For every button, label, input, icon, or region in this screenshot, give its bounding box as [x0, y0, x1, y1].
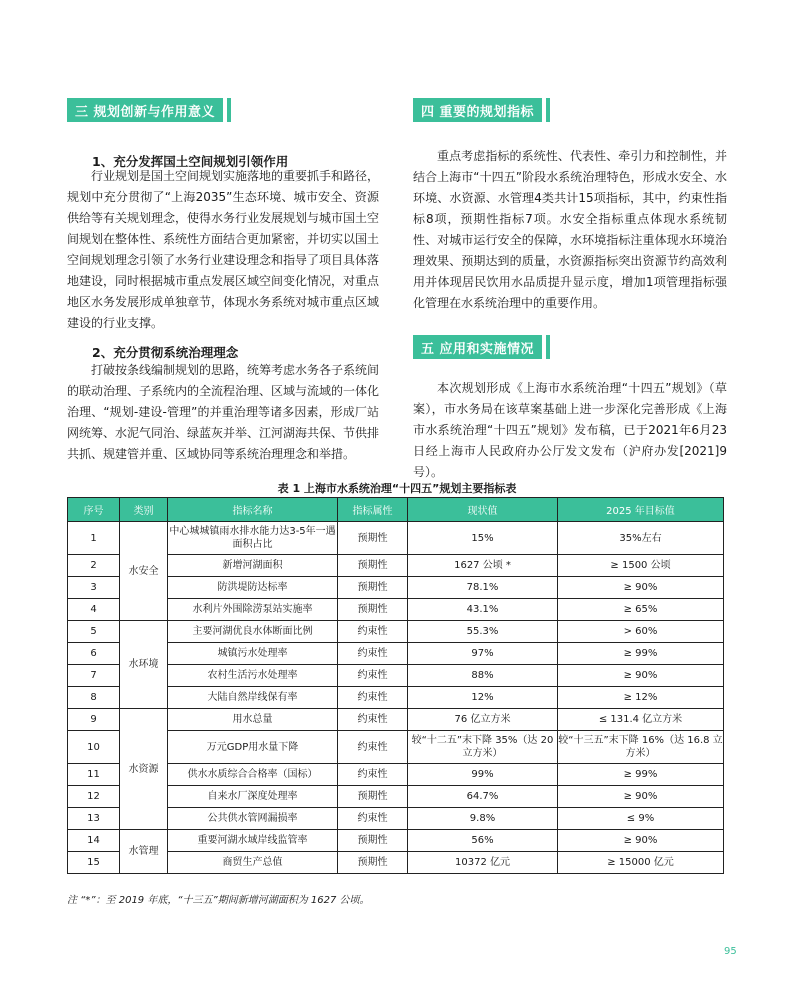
row-attribute: 预期性 [338, 522, 408, 555]
row-no: 9 [68, 709, 120, 731]
row-no: 3 [68, 577, 120, 599]
row-name: 防洪堤防达标率 [168, 577, 338, 599]
row-name: 水利片外围除涝泵站实施率 [168, 599, 338, 621]
indicator-table [67, 497, 724, 874]
subsection-2-title: 2、充分贯彻系统治理理念 [92, 345, 239, 360]
table-row [68, 522, 724, 555]
section-3-accent-bar [227, 98, 231, 122]
table-row [68, 709, 724, 731]
row-no: 6 [68, 643, 120, 665]
row-name: 用水总量 [168, 709, 338, 731]
row-no: 7 [68, 665, 120, 687]
row-current: 43.1% [408, 599, 558, 621]
row-target: ≥ 99% [558, 764, 724, 786]
section-5-heading [413, 334, 550, 360]
row-target: 35%左右 [558, 522, 724, 555]
row-no: 14 [68, 830, 120, 852]
row-category: 水资源 [120, 709, 168, 830]
row-attribute: 约束性 [338, 643, 408, 665]
row-no: 8 [68, 687, 120, 709]
row-current: 较“十二五”末下降 35%（达 20 立方米） [408, 731, 558, 764]
row-attribute: 约束性 [338, 687, 408, 709]
row-current: 99% [408, 764, 558, 786]
section-5-title: 五 应用和实施情况 [413, 335, 542, 359]
section-4-body: 重点考虑指标的系统性、代表性、牵引力和控制性，并结合上海市“十四五”阶段水系统治理特色，形成水安全、水环境、水资源、水管理4类共计15项指标，其中，约束性指标8项，预期性指标7项。水安全指标重点体现水系统韧性、对城市运行安全的保障，水环境指标注重体现水环境治理效果、预期达到的质量，水资源指标突出资源节约高效利用并体现居民饮用水品质提升显示度，增加1项管理指标强化管理在水系统治理中的重要作用。 [413, 149, 727, 310]
row-current: 1627 公顷 * [408, 555, 558, 577]
row-current: 97% [408, 643, 558, 665]
row-current: 10372 亿元 [408, 852, 558, 874]
row-current: 56% [408, 830, 558, 852]
row-no: 12 [68, 786, 120, 808]
row-current: 88% [408, 665, 558, 687]
header-no: 序号 [68, 498, 120, 522]
row-current: 15% [408, 522, 558, 555]
row-target: ≥ 90% [558, 665, 724, 687]
row-no: 4 [68, 599, 120, 621]
row-attribute: 预期性 [338, 599, 408, 621]
section-4-heading [413, 97, 550, 123]
header-category: 类别 [120, 498, 168, 522]
row-no: 5 [68, 621, 120, 643]
row-attribute: 预期性 [338, 786, 408, 808]
subsection-2-body: 打破按条线编制规划的思路，统筹考虑水务各子系统间的联动治理、子系统内的全流程治理、区域与流域的一体化治理、“规划-建设-管理”的并重治理等诸多因素，形成厂站网统筹、水泥气同治、绿蓝灰并举、江河湖海共保、节供排共抓、规建管并重、区域协同等系统治理理念和举措。 [67, 363, 380, 461]
row-name: 大陆自然岸线保有率 [168, 687, 338, 709]
row-name: 中心城城镇雨水排水能力达3-5年一遇面积占比 [168, 522, 338, 555]
subsection-1-title: 1、充分发挥国土空间规划引领作用 [92, 154, 289, 169]
row-current: 9.8% [408, 808, 558, 830]
section-5-body: 本次规划形成《上海市水系统治理“十四五”规划》（草案），市水务局在该草案基础上进一步深化完善形成《上海市水系统治理“十四五”规划》发布稿，已于2021年6月23日经上海市人民政府办公厅发文发布（沪府办发[2021]9号）。 [413, 381, 727, 479]
section-5-accent-bar [546, 335, 550, 359]
row-attribute: 预期性 [338, 577, 408, 599]
row-attribute: 约束性 [338, 709, 408, 731]
row-current: 55.3% [408, 621, 558, 643]
row-name: 万元GDP用水量下降 [168, 731, 338, 764]
row-target: ≥ 90% [558, 830, 724, 852]
row-current: 78.1% [408, 577, 558, 599]
table-row [68, 621, 724, 643]
header-current: 现状值 [408, 498, 558, 522]
table-row [68, 830, 724, 852]
row-attribute: 约束性 [338, 764, 408, 786]
row-category: 水管理 [120, 830, 168, 874]
row-target: ≥ 15000 亿元 [558, 852, 724, 874]
header-target: 2025 年目标值 [558, 498, 724, 522]
row-attribute: 约束性 [338, 731, 408, 764]
row-name: 自来水厂深度处理率 [168, 786, 338, 808]
row-attribute: 预期性 [338, 555, 408, 577]
row-target: 较“十三五”末下降 16%（达 16.8 立方米） [558, 731, 724, 764]
row-target: ≥ 90% [558, 577, 724, 599]
row-no: 10 [68, 731, 120, 764]
row-no: 2 [68, 555, 120, 577]
section-4-title: 四 重要的规划指标 [413, 98, 542, 122]
table-footnote: 注 “*”：至 2019 年底，“十三五”期间新增河湖面积为 1627 公顷。 [67, 895, 370, 906]
row-category: 水环境 [120, 621, 168, 709]
row-attribute: 约束性 [338, 808, 408, 830]
row-current: 76 亿立方米 [408, 709, 558, 731]
row-name: 供水水质综合合格率（国标） [168, 764, 338, 786]
row-target: ≥ 1500 公顷 [558, 555, 724, 577]
row-name: 商贸生产总值 [168, 852, 338, 874]
row-target: ≤ 9% [558, 808, 724, 830]
row-attribute: 约束性 [338, 621, 408, 643]
row-name: 重要河湖水域岸线监管率 [168, 830, 338, 852]
header-attribute: 指标属性 [338, 498, 408, 522]
section-3-title: 三 规划创新与作用意义 [67, 98, 223, 122]
section-4-accent-bar [546, 98, 550, 122]
row-no: 15 [68, 852, 120, 874]
row-no: 1 [68, 522, 120, 555]
row-no: 11 [68, 764, 120, 786]
table-header-row [68, 498, 724, 522]
subsection-1-body: 行业规划是国土空间规划实施落地的重要抓手和路径，规划中充分贯彻了“上海2035”生态环境、城市安全、资源供给等有关规划理念，使得水务行业发展规划与城市国土空间规划在整体性、系统性方面结合更加紧密，并切实以国土空间规划理念引领了水务行业建设理念和指导了项目具体落地建设，同时根据城市重点发展区域空间变化情况，对重点地区水务发展形成单独章节，体现水务系统对城市重点区域建设的行业支撑。 [67, 169, 380, 330]
row-category: 水安全 [120, 522, 168, 621]
row-attribute: 预期性 [338, 830, 408, 852]
row-attribute: 预期性 [338, 852, 408, 874]
row-target: ≥ 65% [558, 599, 724, 621]
table-caption: 表 1 上海市水系统治理“十四五”规划主要指标表 [277, 482, 517, 495]
header-name: 指标名称 [168, 498, 338, 522]
row-target: ≥ 99% [558, 643, 724, 665]
row-attribute: 约束性 [338, 665, 408, 687]
row-name: 主要河湖优良水体断面比例 [168, 621, 338, 643]
row-current: 64.7% [408, 786, 558, 808]
page-number: 95 [724, 946, 737, 957]
row-name: 城镇污水处理率 [168, 643, 338, 665]
section-3-heading [67, 97, 231, 123]
row-no: 13 [68, 808, 120, 830]
row-target: ≤ 131.4 亿立方米 [558, 709, 724, 731]
row-name: 农村生活污水处理率 [168, 665, 338, 687]
row-target: > 60% [558, 621, 724, 643]
row-name: 新增河湖面积 [168, 555, 338, 577]
row-target: ≥ 90% [558, 786, 724, 808]
row-current: 12% [408, 687, 558, 709]
row-name: 公共供水管网漏损率 [168, 808, 338, 830]
row-target: ≥ 12% [558, 687, 724, 709]
